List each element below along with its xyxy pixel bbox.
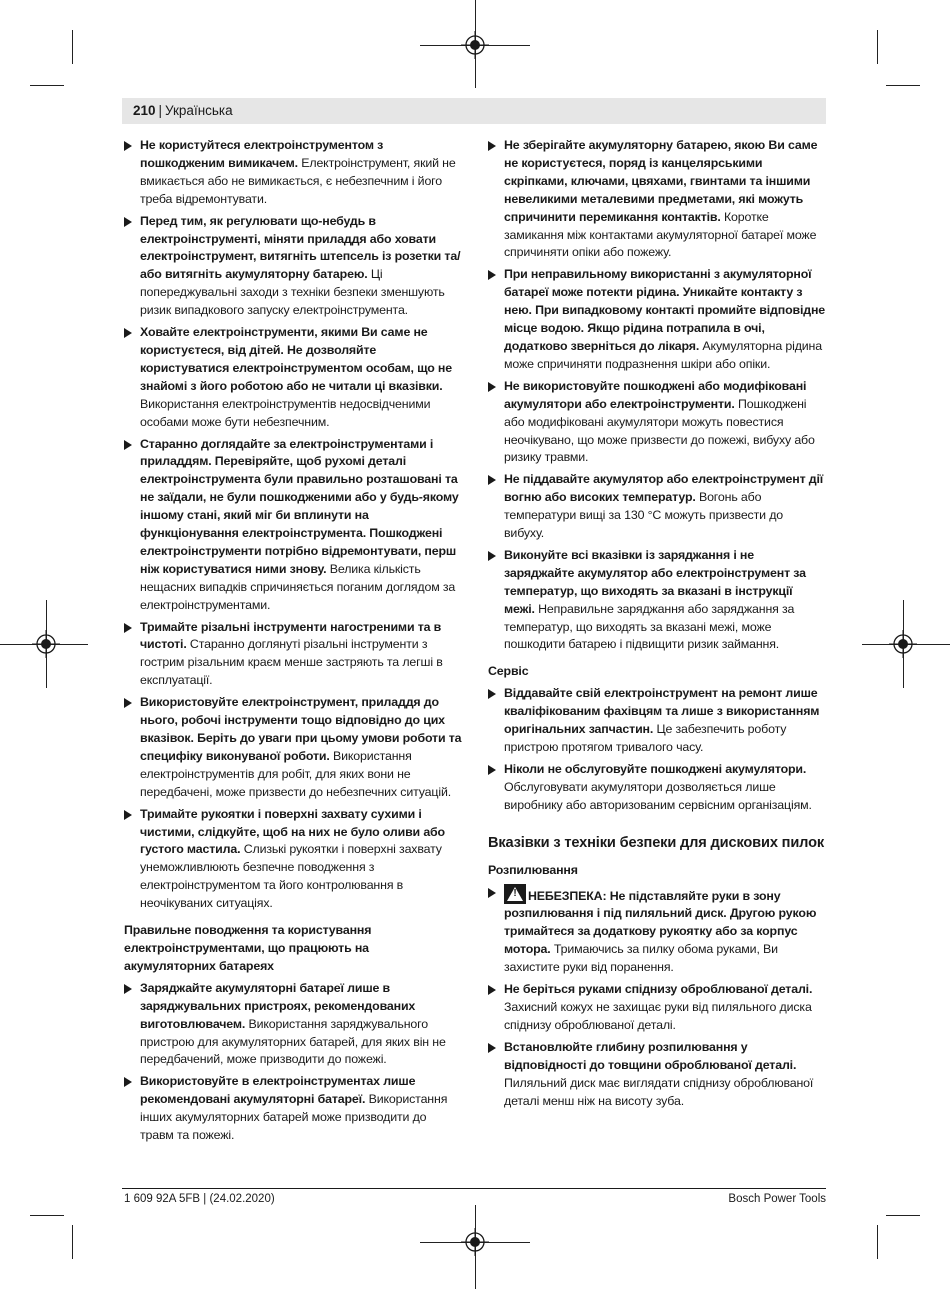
- list-item: [488, 761, 826, 815]
- item-bold-text: Перед тим, як регулювати що-небудь в електроінструменті, міняти приладдя або ховати електроінструмент, витягніть штепсель із розетки та/або витягніть акумуляторну батарею.: [140, 213, 461, 282]
- item-text: Слизькі рукоятки і поверхні захвату унеможливлюють безпечне поводження з електроінструментом та його контролювання в неочікуваних ситуаціях.: [140, 842, 442, 911]
- item-text: Ці попереджувальні заходи з техніки безпеки зменшують ризик випадкового запуску електроінструмента.: [140, 267, 445, 318]
- list-item: [124, 436, 462, 615]
- item-bold-text: Не піддавайте акумулятор або електроінструмент дії вогню або високих температур.: [504, 472, 824, 505]
- item-text: Пиляльний диск має виглядати спіднизу оброблюваної деталі менш ніж на висоту зуба.: [504, 1075, 814, 1108]
- item-text: Це забезпечить роботу пристрою протягом тривалого часу.: [504, 722, 787, 754]
- item-text: Пошкоджені або модифіковані акумулятори можуть повестися неочікувано, що може призвести до пожежі, вибуху або ризику травми.: [504, 396, 815, 465]
- list-item: [124, 694, 462, 801]
- warning-triangle-icon: [504, 884, 526, 904]
- item-text: Використання заряджувального пристрою для акумуляторних батарей, для яких він не передбачений, може призводити до пожежі.: [140, 1016, 446, 1067]
- item-text: Захисний кожух не захищає руки від пиляльного диска спіднизу оброблюваної деталі.: [504, 999, 812, 1032]
- list-item: [124, 324, 462, 431]
- list-item: [488, 137, 826, 262]
- item-text: Електроінструмент, який не вмикається або не вимикається, є небезпечним і його треба відремонтувати.: [140, 155, 456, 206]
- battery-subheading: Правильне поводження та користування електроінструментами, що працюють на акумуляторних батареях: [124, 923, 372, 973]
- list-item: [124, 213, 462, 320]
- bullet-triangle-icon: [488, 765, 496, 775]
- crop-mark: [886, 85, 920, 86]
- header-separator: |: [158, 103, 163, 118]
- item-bold-text: Не зберігайте акумуляторну батарею, якою Ви саме не користуєтеся, поряд із канцелярськими скріпками, ключами, цвяхами, гвинтами та іншими невеликими металевими предметами, які можуть спричинити перемикання контактів.: [504, 138, 818, 224]
- bullet-triangle-icon: [124, 1077, 132, 1087]
- item-text: Акумуляторна рідина може спричиняти подразнення шкіри або опіки.: [504, 338, 822, 371]
- registration-mark-icon: [461, 31, 489, 59]
- bullet-triangle-icon: [488, 551, 496, 561]
- item-text: Неправильне заряджання або заряджання за температур, що виходять за вказані межі, може пошкодити батарею і підвищити ризик займання.: [504, 601, 795, 652]
- item-bold-text: Віддавайте свій електроінструмент на ремонт лише кваліфікованим фахівцям та лише з використанням оригінальних запчастин.: [504, 686, 820, 737]
- header-language: Українська: [165, 103, 233, 118]
- item-text: Обслуговувати акумулятори дозволяється лише виробнику або авторизованим сервісним організаціям.: [504, 779, 812, 812]
- crop-mark: [30, 85, 64, 86]
- item-bold-text: Не беріться руками спіднизу оброблюваної деталі.: [504, 982, 813, 997]
- item-text: Старанно доглянуті різальні інструменти з гострим різальним краєм менше застряють та легші в експлуатації.: [140, 637, 443, 688]
- list-item: [488, 471, 826, 543]
- crop-mark: [72, 1225, 73, 1259]
- list-item: [124, 1073, 462, 1145]
- item-bold-text: Тримайте різальні інструменти нагостреними та в чистоті.: [140, 619, 442, 652]
- item-text: Тримаючись за пилку обома руками, Ви захистите руки від поранення.: [504, 942, 778, 975]
- crop-mark: [72, 30, 73, 64]
- footer-brand: Bosch Power Tools: [728, 1193, 826, 1205]
- bullet-triangle-icon: [488, 1043, 496, 1053]
- crop-mark: [877, 30, 878, 64]
- list-item: [488, 547, 826, 654]
- footer-doc-code: 1 609 92A 5FB | (24.02.2020): [124, 1193, 275, 1205]
- bullet-triangle-icon: [488, 985, 496, 995]
- sawing-heading: Розпилювання: [488, 862, 578, 877]
- item-text: Використання електроінструментів для робіт, для яких вони не передбачені, може призвести до небезпечних ситуацій.: [140, 748, 452, 799]
- list-item: [488, 378, 826, 468]
- bullet-triangle-icon: [124, 810, 132, 820]
- item-bold-text: Заряджайте акумуляторні батареї лише в заряджувальних пристроях, рекомендованих виготовлювачем.: [140, 980, 416, 1031]
- item-bold-text: Використовуйте електроінструмент, приладдя до нього, робочі інструменти тощо відповідно до цих вказівок. Беріть до уваги при цьому умови роботи та специфіку виконуваної роботи.: [140, 695, 462, 763]
- item-bold-text: Старанно доглядайте за електроінструментами і приладдям. Перевіряйте, щоб рухомі деталі електроінструмента були правильно розташовані та не заїдали, не були пошкодженими або у будь-якому іншому стані, який міг би вплинути на функціонування електроінструмента. Пошкоджені електроінструменти потрібно відремонтувати, перш ніж користуватися ними знову.: [140, 436, 459, 576]
- bullet-triangle-icon: [488, 382, 496, 392]
- right-list-sawing: [488, 884, 826, 1111]
- list-item: [488, 266, 826, 373]
- list-item: [488, 884, 826, 978]
- registration-mark-icon: [461, 1228, 489, 1256]
- item-bold-text: Не використовуйте пошкоджені або модифіковані акумулятори або електроінструменти.: [504, 378, 807, 411]
- list-item: [488, 981, 826, 1035]
- bullet-triangle-icon: [488, 689, 496, 699]
- item-bold-text: НЕБЕЗПЕКА: Не підставляйте руки в зону розпилювання і під пиляльний диск. Другою рукою тримайтеся за додаткову рукоятку або за корпус мотора.: [504, 888, 817, 957]
- footer-divider: [122, 1188, 826, 1189]
- list-item: [124, 619, 462, 691]
- right-column: [488, 137, 826, 1114]
- bullet-triangle-icon: [124, 141, 132, 151]
- bullet-triangle-icon: [124, 698, 132, 708]
- page-header: [133, 102, 233, 120]
- registration-mark-icon: [889, 630, 917, 658]
- list-item: [488, 1039, 826, 1111]
- list-item: [124, 806, 462, 913]
- item-text: Використання електроінструментів недосвідченими особами може бути небезпечним.: [140, 396, 431, 429]
- crop-mark: [886, 1215, 920, 1216]
- left-column: [124, 137, 462, 1149]
- bullet-triangle-icon: [124, 984, 132, 994]
- bullet-triangle-icon: [488, 270, 496, 280]
- item-text: Велика кількість нещасних випадків спричиняється поганим доглядом за електроінструментами.: [140, 561, 456, 612]
- saw-safety-section-title: Вказівки з техніки безпеки для дискових пилок: [488, 834, 825, 851]
- item-bold-text: Не користуйтеся електроінструментом з пошкодженим вимикачем.: [140, 138, 384, 170]
- bullet-triangle-icon: [124, 440, 132, 450]
- page-number: 210: [133, 103, 156, 118]
- item-bold-text: Виконуйте всі вказівки із заряджання і не заряджайте акумулятор або електроінструмент за температур, що виходять за вказані в інструкції межі.: [504, 547, 806, 616]
- item-bold-text: Ніколи не обслуговуйте пошкоджені акумулятори.: [504, 761, 807, 776]
- item-text: Вогонь або температури вищі за 130 °C можуть призвести до вибуху.: [504, 490, 784, 541]
- crop-mark: [30, 1215, 64, 1216]
- bullet-triangle-icon: [124, 217, 132, 227]
- left-list-battery: [124, 980, 462, 1145]
- bullet-triangle-icon: [488, 888, 496, 898]
- item-bold-text: При неправильному використанні з акумуляторної батареї може потекти рідина. Уникайте контакту з нею. При випадковому контакті промийте відповідне місце водою. Якщо рідина потрапила в очі, додатково зверніться до лікаря.: [504, 267, 826, 353]
- list-item: [488, 685, 826, 757]
- item-bold-text: Використовуйте в електроінструментах лише рекомендовані акумуляторні батареї.: [140, 1074, 416, 1107]
- bullet-triangle-icon: [124, 623, 132, 633]
- registration-mark-icon: [32, 630, 60, 658]
- item-text: Коротке замикання між контактами акумуляторної батареї може спричиняти опіки або пожежу.: [504, 209, 817, 260]
- bullet-triangle-icon: [488, 475, 496, 485]
- left-list-general: [124, 137, 462, 913]
- list-item: [124, 137, 462, 209]
- bullet-triangle-icon: [124, 328, 132, 338]
- item-bold-text: Тримайте рукоятки і поверхні захвату сухими і чистими, слідкуйте, щоб на них не було оливи або густого мастила.: [140, 806, 445, 857]
- list-item: [124, 980, 462, 1070]
- item-bold-text: Встановлюйте глибину розпилювання у відповідності до товщини оброблюваної деталі.: [504, 1039, 797, 1072]
- item-text: Використання інших акумуляторних батарей може призводити до травм та пожежі.: [140, 1092, 448, 1143]
- right-list-battery: [488, 137, 826, 654]
- item-bold-text: Ховайте електроінструменти, якими Ви саме не користуєтеся, від дітей. Не дозволяйте користуватися електроінструментом особам, що не знайомі з його роботою або не читали ці вказівки.: [140, 325, 453, 393]
- bullet-triangle-icon: [488, 141, 496, 151]
- service-heading: Сервіс: [488, 664, 529, 679]
- right-list-service: [488, 685, 826, 814]
- crop-mark: [877, 1225, 878, 1259]
